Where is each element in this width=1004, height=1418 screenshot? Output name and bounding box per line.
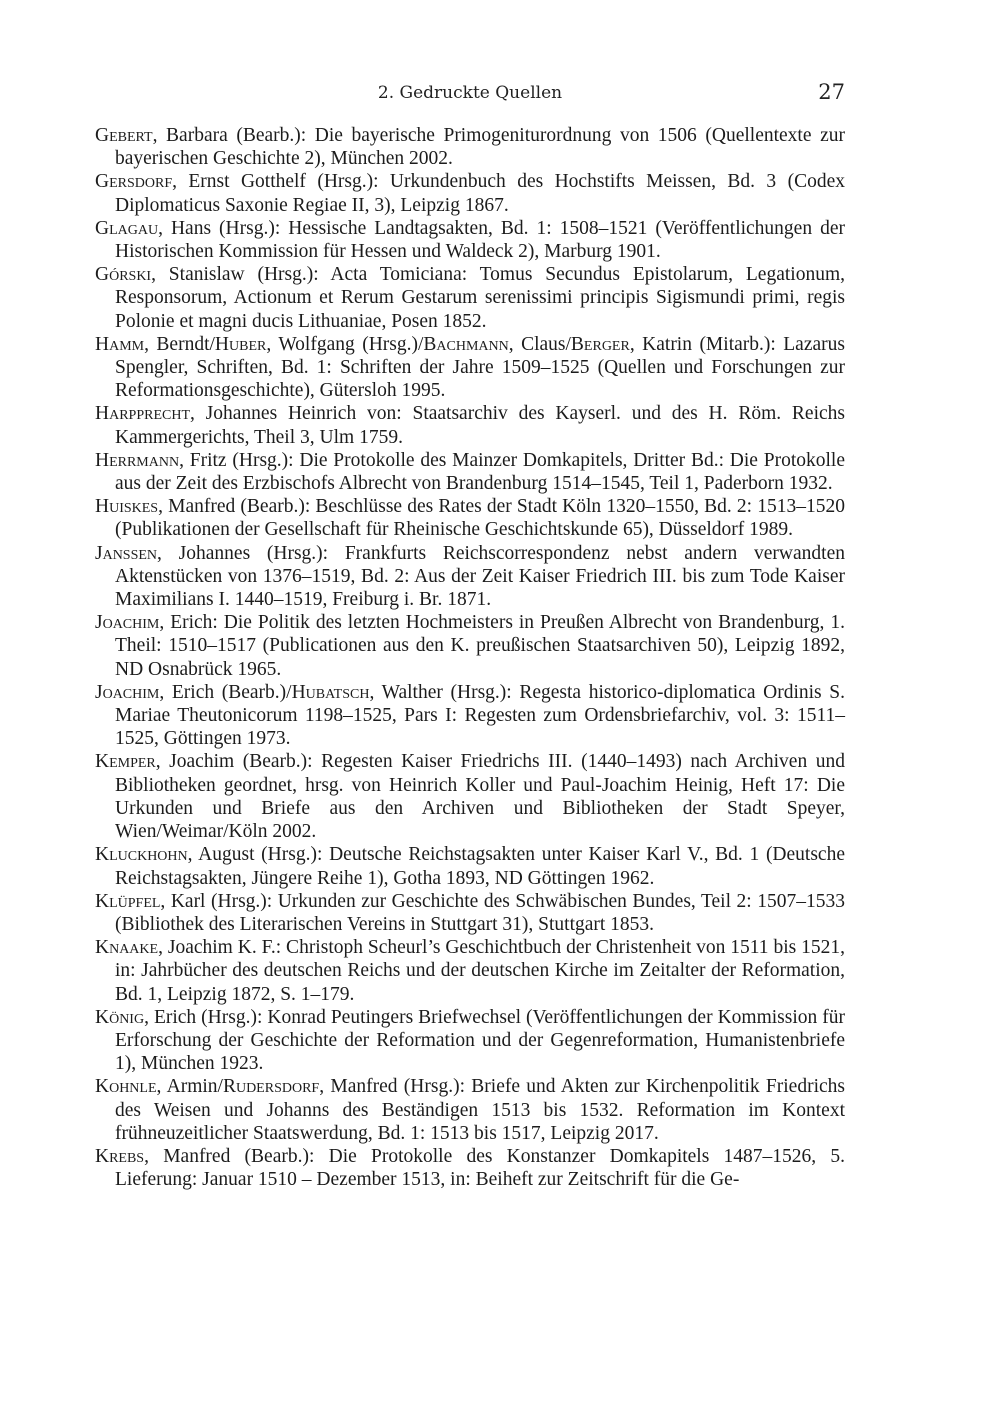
- entry-text: , Erich (Hrsg.): Konrad Peutingers Briefwechsel (Veröffentlichungen der Kommission für Erforschung der Geschichte der Reformation und der Gegenreformation, Humanistenbriefe 1), München 1923.: [115, 1006, 845, 1075]
- bibliography-list: [95, 124, 845, 1191]
- bibliography-entry: [95, 843, 845, 889]
- author-name: Huiskes: [95, 496, 159, 518]
- bibliography-entry: [95, 333, 845, 403]
- entry-text: , Fritz (Hrsg.): Die Protokolle des Mainzer Domkapitels, Dritter Bd.: Die Protokolle aus der Zeit des Erzbischofs Albrecht von Brandenburg 1514–1545, Teil 1, Paderborn 1932.: [115, 449, 845, 495]
- author-name: Joachim: [95, 681, 160, 703]
- entry-text: , Johannes (Hrsg.): Frankfurts Reichscorrespondenz nebst andern verwandten Aktenstücken von 1376–1519, Bd. 2: Aus der Zeit Kaiser Friedrich III. bis zum Tode Kaiser Maximilians I. 1440–1519, Freiburg i. Br. 1871.: [115, 542, 845, 611]
- running-title: 2. Gedruckte Quellen: [377, 83, 563, 103]
- entry-text: , Karl (Hrsg.): Urkunden zur Geschichte des Schwäbischen Bundes, Teil 2: 1507–1533 (Bibliothek des Literarischen Vereins in Stuttgart 31), Stuttgart 1853.: [115, 890, 845, 935]
- author-name: Janssen: [95, 542, 158, 564]
- entry-text: , Joachim (Bearb.): Regesten Kaiser Friedrichs III. (1440–1493) nach Archiven und Bibliotheken geordnet, hrsg. von Heinrich Koller und Paul-Joachim Heinig, Heft 17: Die Urkunden und Briefe aus den Archiven und Bibliotheken der Stadt Speyer, Wien/Weimar/Köln 2002.: [115, 751, 845, 843]
- entry-text: , Manfred (Hrsg.): Briefe und Akten zur Kirchenpolitik Friedrichs des Weisen und Johanns des Beständigen 1513 bis 1532. Reformation im Kontext frühneuzeitlicher Staatswerdung, Bd. 1: 1513 bis 1517, Leipzig 2017.: [115, 1076, 845, 1144]
- author-name: Krebs: [95, 1145, 145, 1167]
- entry-text: , Armin/: [156, 1076, 223, 1098]
- entry-text: , Stanislaw (Hrsg.): Acta Tomiciana: Tomus Secundus Epistolarum, Legationum, Responsorum, Actionum et Rerum Gestarum serenissimi principis Sigismundi primi, regis Polonie et magni ducis Lithuaniae, Posen 1852.: [115, 264, 845, 332]
- bibliography-entry: [95, 890, 845, 936]
- bibliography-entry: [95, 402, 845, 448]
- entry-text: , Erich: Die Politik des letzten Hochmeisters in Preußen Albrecht von Brandenburg, 1. Theil: 1510–1517 (Publicationen aus den K. preußischen Staatsarchiven 50), Leipzig 1892, ND Osnabrück 1965.: [115, 612, 845, 680]
- entry-text: , Wolfgang (Hrsg.)/: [266, 333, 424, 355]
- bibliography-entry: [95, 1006, 845, 1076]
- bibliography-entry: [95, 217, 845, 263]
- bibliography-entry: [95, 681, 845, 751]
- bibliography-entry: [95, 449, 845, 495]
- bibliography-entry: [95, 611, 845, 681]
- entry-text: , Ernst Gotthelf (Hrsg.): Urkundenbuch des Hochstifts Meissen, Bd. 3 (Codex Diplomaticus Saxonie Regiae II, 3), Leipzig 1867.: [115, 171, 845, 216]
- author-name: Berger: [570, 333, 630, 355]
- bibliography-entry: [95, 124, 845, 170]
- author-name: Gersdorf: [95, 171, 173, 193]
- author-name: Hubatsch: [291, 681, 370, 703]
- author-name: Harpprecht: [95, 403, 190, 425]
- author-name: Knaake: [95, 937, 159, 959]
- page-header: [95, 80, 845, 108]
- entry-text: , Manfred (Bearb.): Beschlüsse des Rates der Stadt Köln 1320–1550, Bd. 2: 1513–1520 (Publikationen der Gesellschaft für Rheinische Geschichtskunde 65), Düsseldorf 1989.: [115, 496, 845, 541]
- author-name: Klüpfel: [95, 890, 161, 912]
- author-name: König: [95, 1006, 145, 1028]
- entry-text: , Joachim K. F.: Christoph Scheurl’s Geschichtbuch der Christenheit von 1511 bis 1521, in: Jahrbücher des deutschen Reichs und der deutschen Kirche im Zeitalter der Reformation, Bd. 1, Leipzig 1872, S. 1–179.: [115, 937, 845, 1005]
- entry-text: , Johannes Heinrich von: Staatsarchiv des Kayserl. und des H. Röm. Reichs Kammergerichts, Theil 3, Ulm 1759.: [115, 403, 845, 448]
- bibliography-entry: [95, 542, 845, 612]
- author-name: Gebert: [95, 125, 153, 146]
- bibliography-entry: [95, 750, 845, 843]
- bibliography-entry: [95, 170, 845, 216]
- entry-text: , Barbara (Bearb.): Die bayerische Primogeniturordnung von 1506 (Quellentexte zur bayerischen Geschichte 2), München 2002.: [115, 125, 845, 170]
- bibliography-entry: [95, 495, 845, 541]
- entry-text: , Berndt/: [144, 333, 215, 355]
- bibliography-entry: [95, 1075, 845, 1145]
- author-name: Glagau: [95, 217, 159, 239]
- author-name: Joachim: [95, 612, 160, 634]
- author-name: Herrmann: [95, 449, 180, 471]
- entry-text: , Manfred (Bearb.): Die Protokolle des Konstanzer Domkapitels 1487–1526, 5. Lieferung: Januar 1510 – Dezember 1513, in: Beiheft zur Zeitschrift für die Ge-: [115, 1145, 845, 1191]
- bibliography-entry: [95, 936, 845, 1006]
- author-name: Górski: [95, 264, 152, 286]
- entry-text: , Erich (Bearb.)/: [159, 681, 292, 703]
- entry-text: , Katrin (Mitarb.): Lazarus Spengler, Schriften, Bd. 1: Schriften der Jahre 1509–1525 (Quellen und Forschungen zur Reformationsgeschichte), Gütersloh 1995.: [115, 333, 845, 402]
- bibliography-entry: [95, 1145, 845, 1191]
- bibliography-entry: [95, 263, 845, 333]
- entry-text: , August (Hrsg.): Deutsche Reichstagsakten unter Kaiser Karl V., Bd. 1 (Deutsche Reichstagsakten, Jüngere Reihe 1), Gotha 1893, ND Göttingen 1962.: [115, 844, 845, 889]
- page-number: 27: [818, 80, 845, 104]
- entry-text: , Walther (Hrsg.): Regesta historico-diplomatica Ordinis S. Mariae Theutonicorum 1198–1525, Pars I: Regesten zum Ordensbriefarchiv, vol. 3: 1511–1525, Göttingen 1973.: [115, 681, 845, 750]
- entry-text: , Claus/: [508, 333, 571, 355]
- author-name: Kohnle: [95, 1076, 157, 1098]
- author-name: Rudersdorf: [222, 1076, 320, 1098]
- author-name: Huber: [214, 333, 267, 355]
- author-name: Hamm: [95, 333, 145, 355]
- author-name: Kluckhohn: [95, 844, 188, 866]
- author-name: Bachmann: [423, 333, 509, 355]
- author-name: Kemper: [95, 751, 156, 773]
- entry-text: , Hans (Hrsg.): Hessische Landtagsakten, Bd. 1: 1508–1521 (Veröffentlichungen der Historischen Kommission für Hessen und Waldeck 2), Marburg 1901.: [115, 217, 845, 263]
